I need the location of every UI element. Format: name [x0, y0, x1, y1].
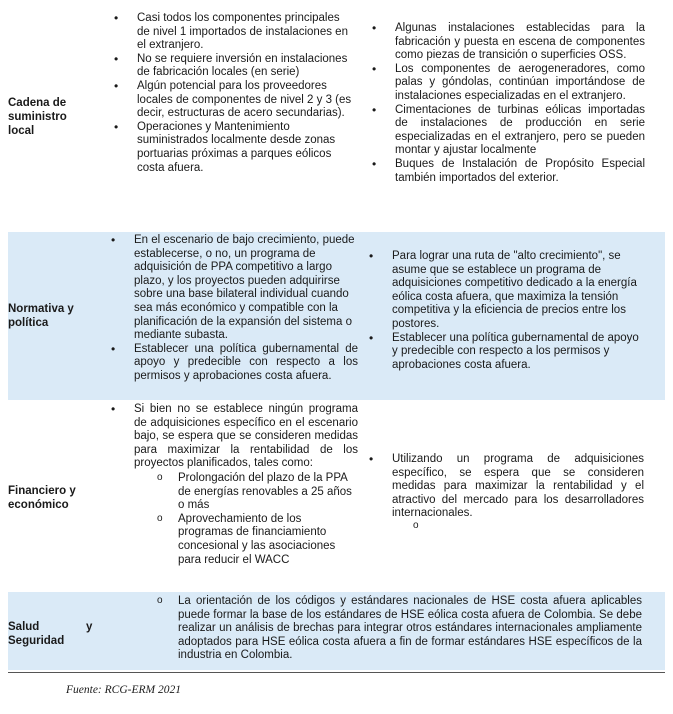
row-label-supply-chain: Cadena de suministro local [8, 97, 67, 137]
empty-subitem-marker: o [413, 520, 419, 531]
list-item: • Buques de Instalación de Propósito Especial también importados del exterior. [395, 158, 645, 185]
list-item: • Para lograr una ruta de "alto crecimiento", se asume que se establece un programa de adquisiciones competitivo dedicado a la energía eólica costa afuera, que maximiza la tensión competitiva y la eficiencia de precios entre los postores. [392, 250, 642, 332]
supply-chain-high-list [395, 22, 645, 185]
supply-chain-low-list [137, 12, 355, 175]
list-item: • Operaciones y Mantenimiento suministrados localmente desde zonas portuarias próximas a parques eólicos costa afuera. [137, 121, 355, 175]
label-word: y [86, 621, 93, 633]
health-safety-text [178, 595, 642, 663]
list-item: • Establecer una política gubernamental de apoyo y predecible con respecto a los permisos y aprobaciones costa afuera. [392, 332, 642, 373]
financial-high-list [392, 453, 644, 521]
list-item: • Utilizando un programa de adquisiciones específico, se espera que se consideren medidas para maximizar la rentabilidad y el atractivo del mercado para los desarrolladores internacionales. [392, 453, 644, 521]
list-item: • Los componentes de aerogeneradores, como palas y góndolas, continúan importándose de instalaciones especializadas en el extranjero. [395, 63, 645, 104]
financial-low-list [134, 403, 358, 567]
list-subitem: o Prolongación del plazo de la PPA de energías renovables a 25 años o más [178, 472, 358, 513]
list-subitem: o La orientación de los códigos y estándares nacionales de HSE costa afuera aplicables puede formar la base de los estándares de HSE eólica costa afuera de Colombia. Se debe realizar un análisis de brechas para integrar otros estándares internacionales ampliamente adoptados para HSE eólica costa afuera a fin de formar estándares HSE específicos de la industria en Colombia. [178, 595, 642, 663]
row-label-regulation: Normativa y política [8, 303, 74, 329]
label-word: Salud [8, 621, 40, 633]
list-item: • Algunas instalaciones establecidas para la fabricación y puesta en escena de componentes como piezas de transición o superficies OSS. [395, 22, 645, 63]
list-subitem: o Aprovechamiento de los programas de financiamiento concesional y las asociaciones para reducir el WACC [178, 513, 358, 567]
list-item: • Algún potencial para los proveedores locales de componentes de nivel 2 y 3 (es decir, estructuras de acero secundarias). [137, 80, 355, 121]
list-item: • No se requiere inversión en instalaciones de fabricación locales (en serie) [137, 53, 355, 80]
list-item: • En el escenario de bajo crecimiento, puede establecerse, o no, un programa de adquisición de PPA competitivo a largo plazo, y los proyectos pueden adquirirse sobre una base bilateral individual cuando sea más económico y compatible con la planificación de la expansión del sistema o mediante subasta. [134, 234, 358, 343]
row-label-financial: Financiero y económico [8, 485, 76, 511]
label-word: Seguridad [8, 635, 65, 647]
regulation-low-list [134, 234, 358, 384]
row-label-health-safety [8, 620, 98, 648]
list-item: • Si bien no se establece ningún programa de adquisiciones específico en el escenario bajo, se espera que se consideren medidas para maximizar la rentabilidad de los proyectos planificados, tales como: [134, 403, 358, 471]
regulation-high-list [392, 250, 642, 372]
list-item: • Establecer una política gubernamental de apoyo y predecible con respecto a los permisos y aprobaciones costa afuera. [134, 343, 358, 384]
table-bottom-rule [8, 672, 665, 673]
list-item: • Casi todos los componentes principales de nivel 1 importados de instalaciones en el extranjero. [137, 12, 355, 53]
list-item: • Cimentaciones de turbinas eólicas importadas de instalaciones de producción en serie especializadas en el extranjero, pero se pueden montar y ajustar localmente [395, 104, 645, 158]
source-caption: Fuente: RCG-ERM 2021 [66, 684, 181, 696]
